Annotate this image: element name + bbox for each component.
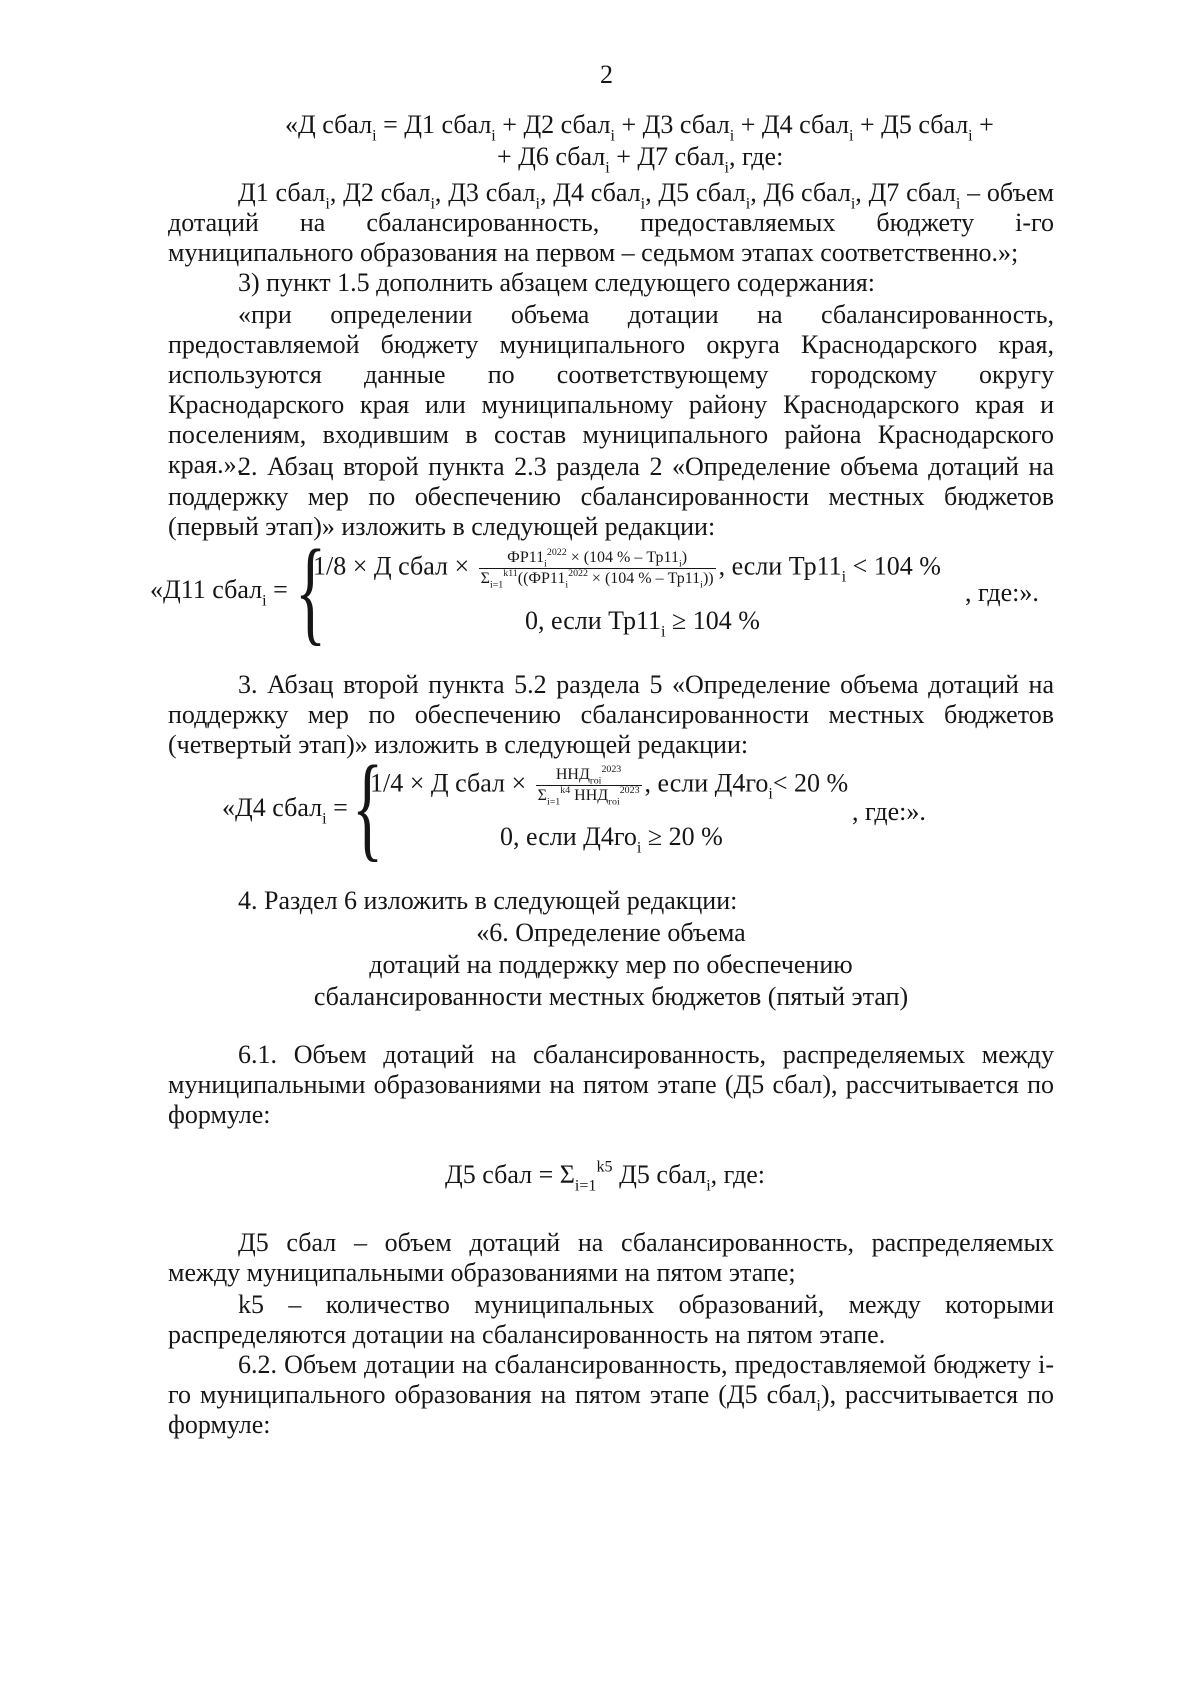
formula-d4-lhs: «Д4 сбал$_i$ =	[222, 793, 348, 828]
section-heading-line-2: дотаций на поддержку мер по обеспечению	[369, 950, 853, 979]
formula-d11-fraction: $\frac{ФР11_i^{2022} \times (104 \% - Тр11_i)}{\Sigma_{i=1}^{k11}((ФР11_i^{2022} \times (104 \% - Тр11_i))}$	[480, 547, 714, 591]
section-heading-line-3: сбалансированности местных бюджетов (пятый этап)	[313, 982, 909, 1011]
paragraph-2: 2. Абзац второй пункта 2.3 раздела 2 «Определение объема дотаций на поддержку мер по обеспечению сбалансированности местных бюджетов (первый этап)» изложить в следующей редакции:	[168, 452, 1054, 541]
formula-d11-brace: {	[295, 525, 327, 656]
page-number: 2	[600, 60, 613, 89]
formula-d4-tail: , где:».	[852, 797, 926, 826]
paragraph-3: 3. Абзац второй пункта 5.2 раздела 5 «Определение объема дотаций на поддержку мер по обеспечению сбалансированности местных бюджетов (четвертый этап)» изложить в следующей редакции:	[168, 670, 1054, 759]
formula-d4-case2: 0, если $Д4го_i \ge 20$ %	[500, 822, 723, 857]
formula-d5-sum: Д5 сбал = $\Sigma_{i=1}^{k5}$ Д5 сбал$_i$, где:	[445, 1158, 766, 1195]
d5-definition: Д5 сбал – объем дотаций на сбалансированность, распределяемых между муниципальными образованиями на пятом этапе;	[168, 1228, 1054, 1287]
formula-d11-case1: 1/8 × Д сбал × $\frac{ФР11_i^{2022} \times (104 \% - Тр11_i)}{\Sigma_{i=1}^{k11}((ФР11_i^{2022} \times (104 \% - Тр11_i))}$ , если $Тр11_i < 104$ %	[313, 547, 941, 591]
equation-total-line-1: «Д сбал$_i$ = Д1 сбал$_i$ + Д2 сбал$_i$ + Д3 сбал$_i$ + Д4 сбал$_i$ + Д5 сбал$_i$ +	[285, 110, 994, 145]
k5-definition: k5 – количество муниципальных образований, между которыми распределяются дотации на сбалансированность на пятом этапе.	[168, 1290, 1054, 1349]
paragraph-6-2: 6.2. Объем дотации на сбалансированность, предоставляемой бюджету i-го муниципального образования на пятом этапе (Д5 сбал$_i$), рассчитывается по формуле:	[168, 1350, 1054, 1439]
formula-d11-tail: , где:».	[965, 578, 1039, 607]
item-3: 3) пункт 1.5 дополнить абзацем следующего содержания:	[238, 268, 875, 297]
definition-paragraph: Д1 сбал$_i$, Д2 сбал$_i$, Д3 сбал$_i$, Д4 сбал$_i$, Д5 сбал$_i$, Д6 сбал$_i$, Д7 сбал$_i$ – объем дотаций на сбалансированность, предоставляемых бюджету i-го муниципального образования на первом – седьмом этапах соответственно.»;	[168, 178, 1054, 267]
section-heading-line-1: «6. Определение объема	[476, 918, 746, 947]
formula-d11-case2: 0, если $Тр11_i \ge 104$ %	[525, 606, 760, 641]
formula-d4-case1: 1/4 × Д сбал × $\frac{ННД_{гоi}^{2023}}{\Sigma_{i=1}^{k4} ННД_{гоi}^{2023}}$ , если $Д4го_i< 20$ %	[370, 764, 849, 808]
formula-d11-lhs: «Д11 сбал$_i$ =	[150, 575, 288, 610]
paragraph-6-1: 6.1. Объем дотаций на сбалансированность, распределяемых между муниципальными образованиями на пятом этапе (Д5 сбал), рассчитывается по формуле:	[168, 1040, 1054, 1129]
formula-d4-fraction: $\frac{ННД_{гоi}^{2023}}{\Sigma_{i=1}^{k4} ННД_{гоi}^{2023}}$	[537, 764, 640, 808]
item-3-text: «при определении объема дотации на сбалансированность, предоставляемой бюджету муниципального округа Краснодарского края, используются данные по соответствующему городскому округу Краснодарского края или муниципальному району Краснодарского края и поселениям, входившим в состав муниципального района Краснодарского края.».	[168, 300, 1054, 479]
equation-total-line-2: + Д6 сбал$_i$ + Д7 сбал$_i$, где:	[497, 142, 784, 177]
paragraph-4: 4. Раздел 6 изложить в следующей редакции:	[238, 886, 738, 915]
formula-d4-brace: {	[352, 741, 384, 872]
